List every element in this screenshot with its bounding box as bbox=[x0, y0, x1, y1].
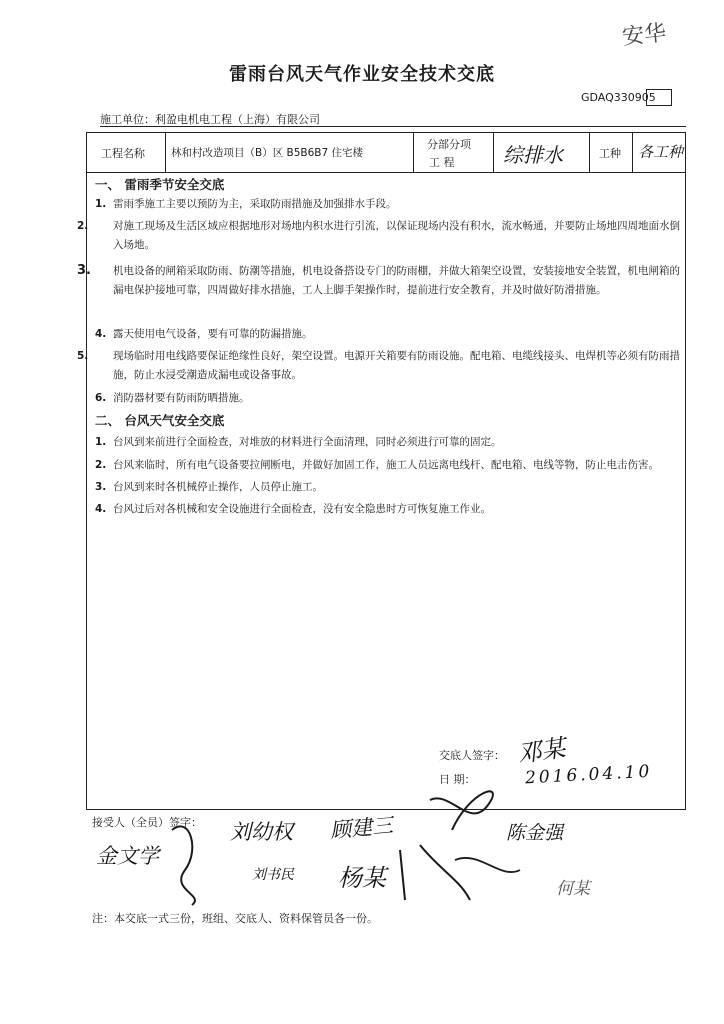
construction-unit: 施工单位：利盈电机电工程（上海）有限公司 bbox=[100, 113, 320, 126]
s2-item-1-text: 台风到来前进行全面检查，对堆放的材料进行全面清理，同时必须进行可靠的固定。 bbox=[113, 436, 502, 448]
project-name-value: 林和村改造项目（B）区 B5B6B7 住宅楼 bbox=[171, 147, 364, 159]
document-code: GDAQ330905 bbox=[581, 91, 656, 104]
project-name-label: 工程名称 bbox=[101, 147, 145, 160]
s1-item-3-no: 3. bbox=[77, 263, 91, 278]
s1-item-4-no: 4. bbox=[95, 328, 107, 340]
date-value: 2016.04.10 bbox=[524, 761, 653, 789]
s2-item-3-text: 台风到来时各机械停止操作，人员停止施工。 bbox=[113, 481, 323, 493]
s1-item-2-no: 2. bbox=[77, 220, 89, 232]
receiver-signature-2: 刘幼权 bbox=[230, 820, 293, 844]
discloser-label: 交底人签字： bbox=[439, 749, 505, 762]
division-label-2: 工 程 bbox=[429, 156, 455, 169]
s1-item-5-no: 5. bbox=[77, 350, 89, 362]
division-value: 综排水 bbox=[503, 143, 563, 167]
scribble-4 bbox=[455, 858, 520, 872]
scribble-1 bbox=[172, 826, 195, 905]
section2-heading: 二、 台风天气安全交底 bbox=[95, 413, 225, 428]
s1-item-6-no: 6. bbox=[95, 392, 107, 404]
trade-label: 工种 bbox=[599, 147, 621, 160]
s1-item-2-text: 对施工现场及生活区域应根据地形对场地内积水进行引流，以保证现场内没有积水，流水畅通，并要防止场地四周地面水倒入场地。 bbox=[113, 220, 680, 251]
footer-note: 注：本交底一式三份，班组、交底人、资料保管员各一份。 bbox=[92, 912, 378, 925]
scribble-2 bbox=[430, 791, 493, 830]
s1-item-1-no: 1. bbox=[95, 198, 107, 210]
s1-item-4-text: 露天使用电气设备，要有可靠的防漏措施。 bbox=[113, 328, 313, 340]
corner-handwriting: 安华 bbox=[621, 20, 668, 51]
s2-item-4-text: 台风过后对各机械和安全设施进行全面检查，没有安全隐患时方可恢复施工作业。 bbox=[113, 503, 491, 515]
s1-item-5-text: 现场临时用电线路要保证绝缘性良好，架空设置。电源开关箱要有防雨设施。配电箱、电缆线接头、电焊机等必须有防雨措施，防止水浸受潮造成漏电或设备事故。 bbox=[113, 350, 680, 381]
trade-value: 各工种 bbox=[638, 143, 684, 161]
receiver-signature-1: 金文学 bbox=[96, 844, 159, 868]
scribble-3 bbox=[400, 845, 470, 900]
receiver-label: 接受人（全员）签字： bbox=[92, 816, 202, 829]
receiver-signature-4: 陈金强 bbox=[506, 822, 564, 844]
s1-item-6-text: 消防器材要有防雨防晒措施。 bbox=[113, 392, 250, 404]
receiver-signature-3: 顾建三 bbox=[329, 813, 395, 843]
s2-item-2-no: 2. bbox=[95, 459, 107, 471]
discloser-signature: 邓某 bbox=[515, 733, 568, 769]
s1-item-1-text: 雷雨季施工主要以预防为主，采取防雨措施及加强排水手段。 bbox=[113, 198, 397, 210]
receiver-signature-6: 杨某 bbox=[338, 864, 386, 892]
s2-item-4-no: 4. bbox=[95, 503, 107, 515]
document-title: 雷雨台风天气作业安全技术交底 bbox=[229, 64, 495, 85]
s2-item-1-no: 1. bbox=[95, 436, 107, 448]
s2-item-3-no: 3. bbox=[95, 481, 107, 493]
receiver-signature-5: 刘书民 bbox=[252, 867, 294, 883]
s2-item-2-text: 台风来临时，所有电气设备要拉闸断电，并做好加固工作，施工人员远离电线杆、配电箱、电线等物，防止电击伤害。 bbox=[113, 459, 659, 471]
date-label: 日 期： bbox=[439, 773, 476, 786]
s1-item-3-text: 机电设备的闸箱采取防雨、防潮等措施，机电设备搭设专门的防雨棚，并做大箱架空设置，安装接地安全装置，机电闸箱的漏电保护接地可靠，四周做好排水措施，工人上脚手架操作时，提前进行安全教育，并及时做好防滑措施。 bbox=[113, 265, 680, 296]
receiver-signature-7: 何某 bbox=[556, 879, 590, 899]
division-label-1: 分部分项 bbox=[427, 138, 471, 151]
section1-heading: 一、 雷雨季节安全交底 bbox=[95, 177, 225, 192]
